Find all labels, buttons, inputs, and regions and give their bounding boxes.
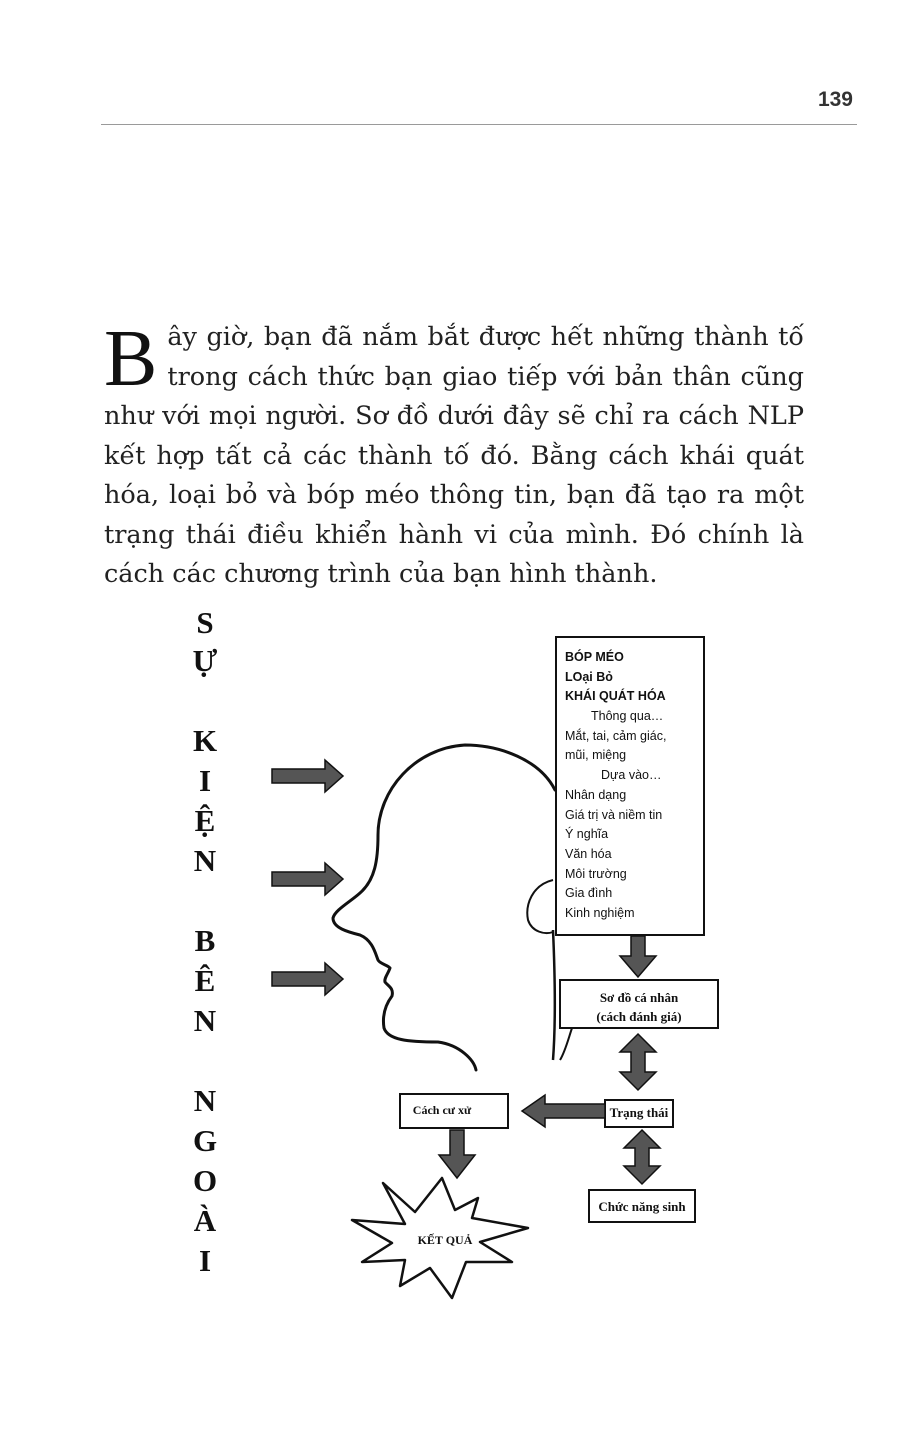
filter-list-box [555, 636, 705, 936]
vertical-letter: N [193, 843, 217, 878]
vertical-letter: S [196, 605, 214, 640]
filter-line: KHÁI QUÁT HÓA [565, 689, 666, 704]
arrow-down-to-result-icon [439, 1130, 475, 1178]
result-label: KẾT QUẢ [417, 1233, 473, 1247]
double-arrow-map-state-icon [620, 1034, 656, 1090]
filter-line: Thông qua… [591, 709, 664, 724]
vertical-letter: Ự [192, 643, 218, 678]
filter-line: Gia đình [565, 886, 613, 901]
personal-map-subtitle: (cách đánh giá) [596, 1009, 682, 1024]
drop-cap: B [104, 315, 158, 403]
page-number: 139 [817, 88, 853, 111]
vertical-letter: I [198, 1243, 212, 1278]
vertical-letter: N [193, 1083, 217, 1118]
vertical-letter: Ê [194, 963, 216, 998]
state-label: Trạng thái [609, 1105, 669, 1120]
ear-icon [527, 880, 553, 933]
vertical-letter: G [192, 1123, 218, 1158]
behavior-label: Cách cư xử [412, 1103, 472, 1117]
physiology-label: Chức năng sinh [598, 1199, 686, 1214]
input-arrow-top-icon [272, 760, 343, 792]
personal-map-label [560, 988, 718, 1026]
filter-line: Mắt, tai, cảm giác, [565, 728, 667, 743]
arrow-left-to-behavior-icon [522, 1095, 605, 1127]
filter-line: Văn hóa [565, 846, 612, 861]
vertical-letter: À [193, 1203, 217, 1238]
head-back-icon [553, 930, 555, 1060]
vertical-letter: N [193, 1003, 217, 1038]
vertical-letter: I [198, 763, 212, 798]
filter-line: Môi trường [565, 866, 627, 881]
vertical-letter: Ệ [194, 803, 216, 838]
personal-map-title: Sơ đồ cá nhân [599, 990, 679, 1005]
filter-line: LOại Bỏ [565, 669, 613, 684]
arrow-down-to-map-icon [620, 936, 656, 977]
filter-line: Dựa vào… [601, 768, 662, 783]
filter-line: mũi, miệng [565, 748, 627, 763]
head-outline-icon [333, 745, 555, 1070]
filter-line: Ý nghĩa [565, 827, 609, 842]
filter-line: Giá trị và niềm tin [565, 807, 663, 822]
input-arrow-bottom-icon [272, 963, 343, 995]
paragraph-text: ây giờ, bạn đã nắm bắt được hết những thành tố trong cách thức bạn giao tiếp với bản thân cũng như với mọi người. Sơ đồ dưới đây sẽ chỉ ra cách NLP kết hợp tất cả các thành tố đó. Bằng cách khái quát hóa, loại bỏ và bóp méo thông tin, bạn đã tạo ra một trạng thái điều khiển hành vi của mình. Đó chính là cách các chương trình của bạn hình thành. [104, 322, 804, 589]
vertical-letter: O [192, 1163, 218, 1198]
filter-line: BÓP MÉO [565, 650, 624, 664]
vertical-letter: K [192, 723, 218, 758]
filter-line: Kinh nghiệm [565, 905, 635, 920]
filter-line: Nhân dạng [565, 787, 627, 802]
vertical-letter: B [194, 923, 216, 958]
double-arrow-state-physiology-icon [624, 1130, 660, 1184]
input-arrow-middle-icon [272, 863, 343, 895]
